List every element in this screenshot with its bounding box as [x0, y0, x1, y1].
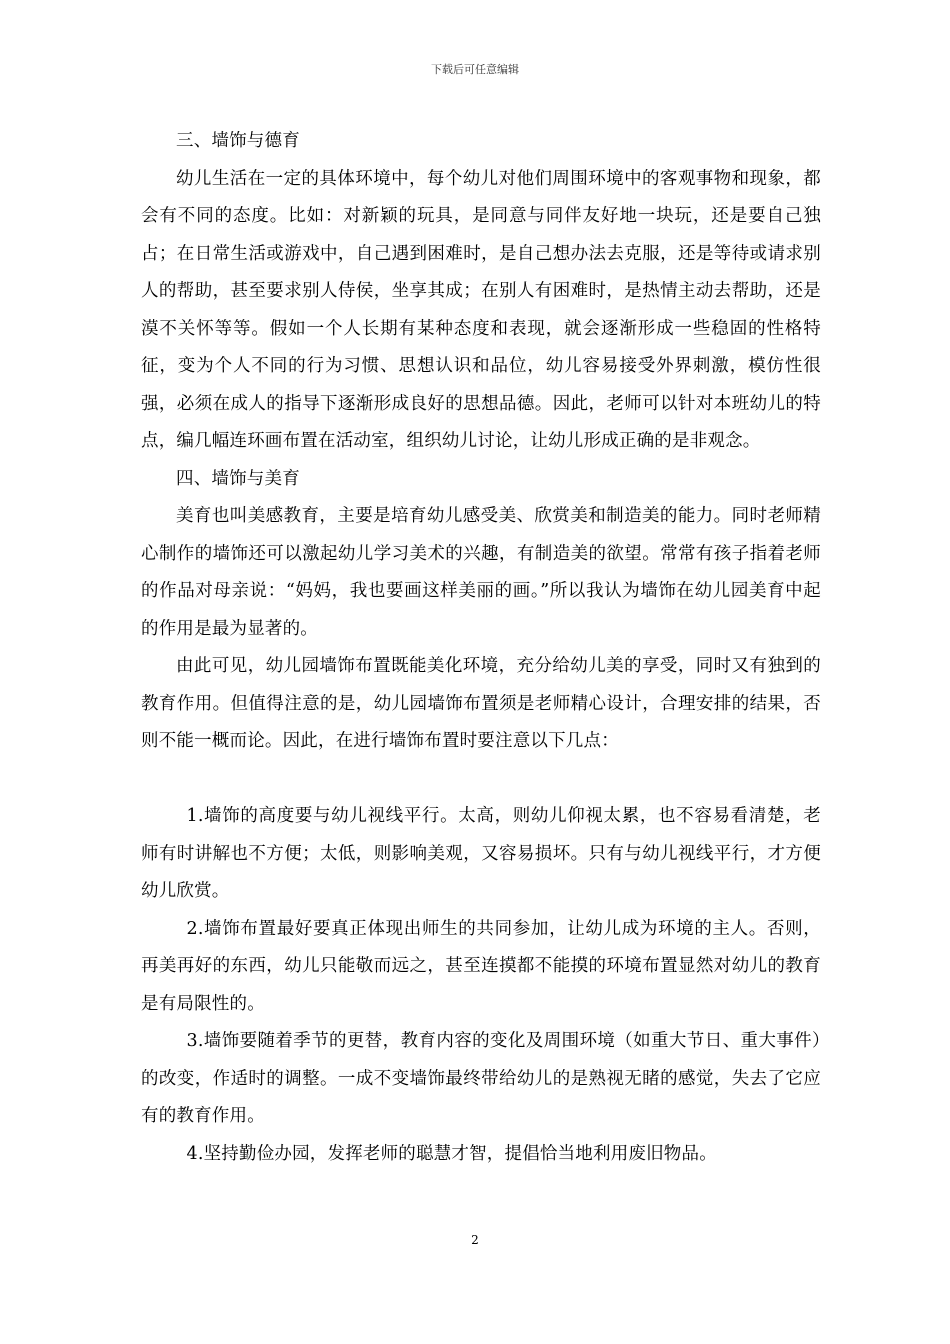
list-item-point-4: 4.坚持勤俭办园，发挥老师的聪慧才智，提倡恰当地利用废旧物品。 [186, 1143, 717, 1164]
list-item-point-1: 1.墙饰的高度要与幼儿视线平行。太高，则幼儿仰视太累，也不容易看清楚，老师有时讲解也不方便；太低，则影响美观，又容易损坏。只有与幼儿视线平行，才方便幼儿欣赏。 [141, 806, 821, 901]
paragraph-aesthetic-education: 美育也叫美感教育，主要是培育幼儿感受美、欣赏美和制造美的能力。同时老师精心制作的墙饰还可以激起幼儿学习美术的兴趣，有制造美的欲望。常常有孩子指着老师的作品对母亲说：“妈妈，我也要画这样美丽的画。”所以我认为墙饰在幼儿园美育中起的作用是最为显著的。 [141, 506, 821, 639]
paragraph-conclusion: 由此可见，幼儿园墙饰布置既能美化环境，充分给幼儿美的享受，同时又有独到的教育作用。但值得注意的是，幼儿园墙饰布置须是老师精心设计，合理安排的结果，否则不能一概而论。因此，在进行墙饰布置时要注意以下几点： [141, 656, 821, 751]
list-item-point-3: 3.墙饰要随着季节的更替，教育内容的变化及周围环境（如重大节日、重大事件）的改变，作适时的调整。一成不变墙饰最终带给幼儿的是熟视无睹的感觉，失去了它应有的教育作用。 [141, 1031, 821, 1126]
page-header: 下载后可任意编辑 [431, 63, 519, 76]
section-heading-moral: 三、墙饰与德育 [176, 131, 300, 151]
paragraph-moral-education: 幼儿生活在一定的具体环境中，每个幼儿对他们周围环境中的客观事物和现象，都会有不同的态度。比如：对新颖的玩具，是同意与同伴友好地一块玩，还是要自己独占；在日常生活或游戏中，自己遇到困难时，是自己想办法去克服，还是等待或请求别人的帮助，甚至要求别人侍侯，坐享其成；在别人有困难时，是热情主动去帮助，还是漠不关怀等等。假如一个人长期有某种态度和表现，就会逐渐形成一些稳固的性格特征，变为个人不同的行为习惯、思想认识和品位，幼儿容易接受外界刺激，模仿性很强，必须在成人的指导下逐渐形成良好的思想品德。因此，老师可以针对本班幼儿的特点，编几幅连环画布置在活动室，组织幼儿讨论，让幼儿形成正确的是非观念。 [141, 168, 821, 451]
page-number: 2 [471, 1233, 479, 1247]
section-heading-aesthetic: 四、墙饰与美育 [176, 468, 300, 489]
document-body [141, 123, 821, 1173]
blank-line [141, 761, 821, 799]
list-item-point-2: 2.墙饰布置最好要真正体现出师生的共同参加，让幼儿成为环境的主人。否则，再美再好的东西，幼儿只能敬而远之，甚至连摸都不能摸的环境布置显然对幼儿的教育是有局限性的。 [141, 918, 821, 1014]
